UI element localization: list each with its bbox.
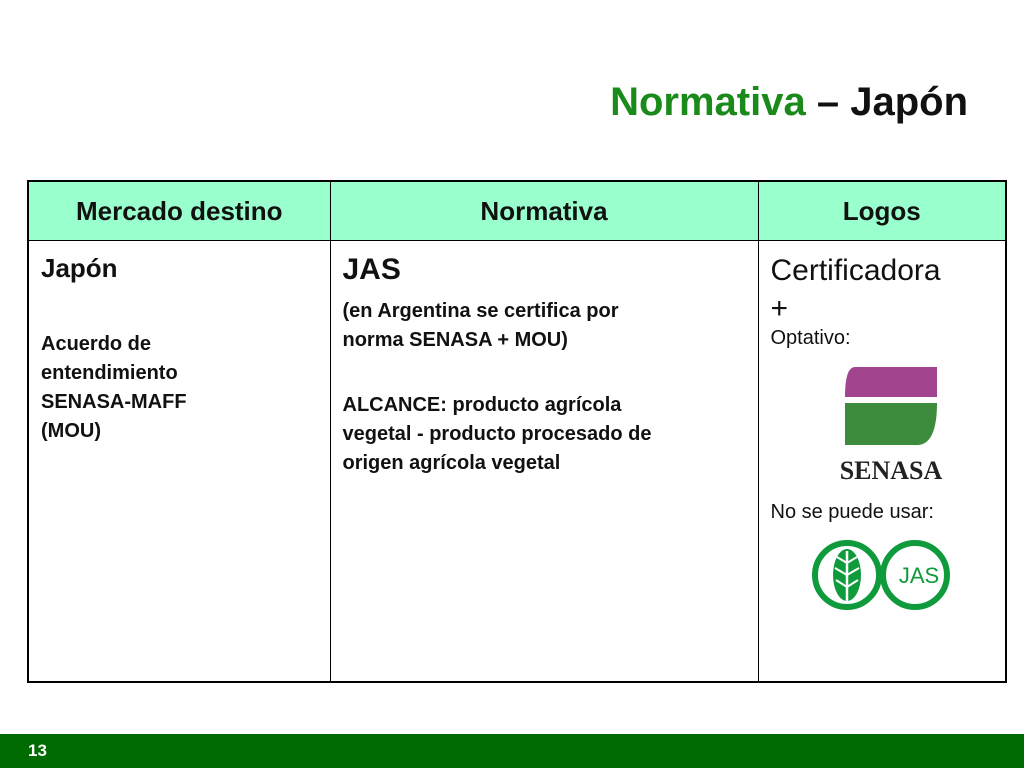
- header-logos: Logos: [758, 181, 1006, 241]
- table-row: [28, 241, 1006, 683]
- header-normativa: Normativa: [330, 181, 758, 241]
- slide-title: [610, 72, 968, 132]
- jas-logo-text: JAS: [898, 563, 939, 588]
- normativa-name: JAS: [342, 253, 401, 286]
- acuerdo-text: Acuerdo de entendimiento SENASA-MAFF (MOU): [41, 333, 187, 442]
- jas-logo: [811, 537, 953, 615]
- certification-note: (en Argentina se certifica por norma SENASA + MOU): [342, 300, 619, 351]
- optativo-label: Optativo:: [770, 327, 851, 349]
- plus-sign: +: [770, 292, 789, 325]
- footer-bar: [0, 734, 1024, 768]
- cell-logos: [758, 241, 1006, 683]
- no-se-puede-usar-label: No se puede usar:: [770, 501, 934, 523]
- table-header-row: [28, 181, 1006, 241]
- cell-mercado: [28, 241, 330, 683]
- senasa-logo-text: SENASA: [839, 456, 942, 485]
- header-mercado-destino: Mercado destino: [28, 181, 330, 241]
- senasa-logo: [827, 359, 957, 487]
- page-number: 13: [28, 741, 47, 760]
- normativa-table: [27, 180, 1007, 683]
- cell-normativa: [330, 241, 758, 683]
- mercado-name: Japón: [41, 253, 118, 283]
- alcance-text: ALCANCE: producto agrícola vegetal - producto procesado de origen agrícola vegetal: [342, 394, 652, 474]
- title-normativa: Normativa: [610, 80, 806, 124]
- certificadora-text: Certificadora: [770, 254, 941, 287]
- title-japon: – Japón: [816, 80, 968, 124]
